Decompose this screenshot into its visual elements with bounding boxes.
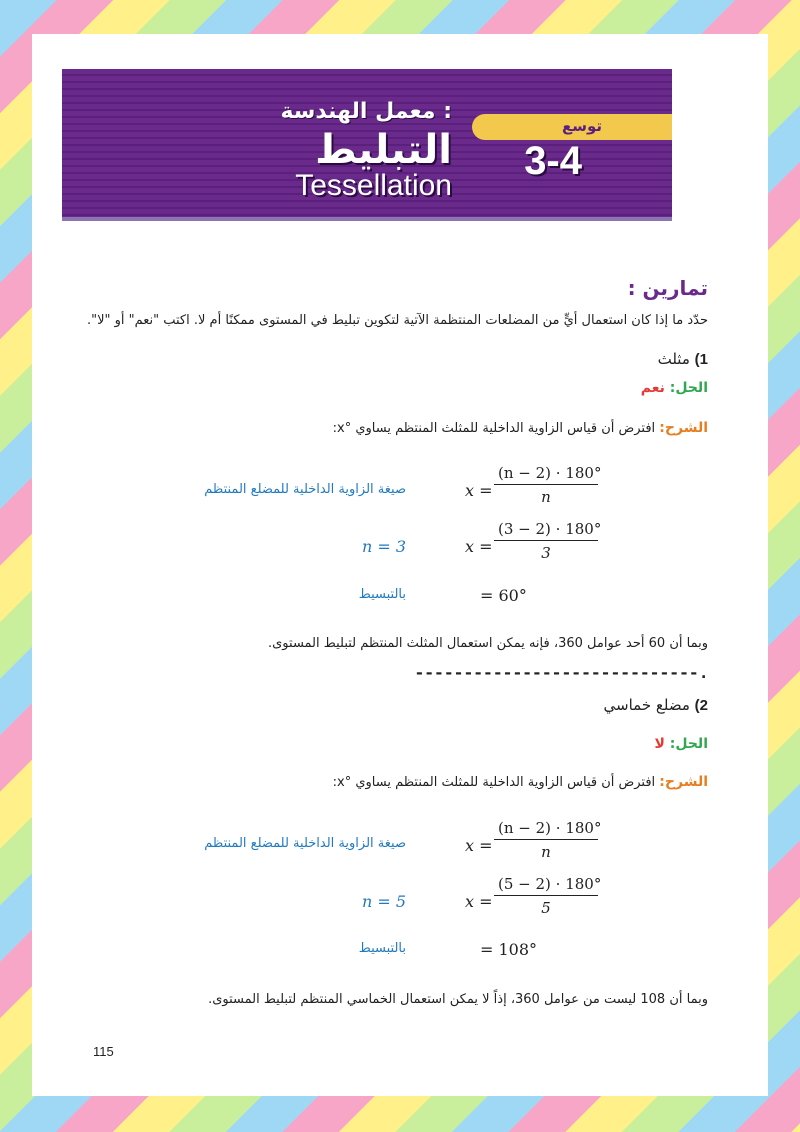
- problem-1-explanation-text: افترض أن قياس الزاوية الداخلية للمثلث المنتظم يساوي °x:: [332, 421, 656, 436]
- problem-2-result: = 108°: [480, 940, 538, 959]
- problem-2-explanation-text: افترض أن قياس الزاوية الداخلية للمثلث المنتظم يساوي °x:: [332, 775, 656, 790]
- problem-2-title: [604, 696, 708, 714]
- formula-denominator: n: [541, 843, 551, 861]
- formula-note: صيغة الزاوية الداخلية للمضلع المنتظم: [204, 836, 406, 851]
- n-value: n = 5: [362, 892, 407, 911]
- formula-numerator: (n − 2) · 180°: [494, 464, 598, 485]
- problem-1-conclusion: وبما أن 60 أحد عوامل 360، فإنه يمكن استعمال المثلث المنتظم لتبليط المستوى.: [268, 636, 708, 651]
- problem-2-shape: مضلع خماسي: [603, 696, 690, 714]
- problem-2-number: 2): [694, 697, 708, 714]
- problem-1-solution: [641, 380, 708, 396]
- lab-title: معمل الهندسة :: [280, 99, 452, 124]
- simplify-note: بالتبسيط: [358, 587, 406, 602]
- problem-1-explanation: [333, 420, 708, 436]
- problem-1-shape: مثلث: [657, 350, 690, 368]
- instructions: حدّد ما إذا كان استعمال أيٍّ من المضلعات المنتظمة الآتية لتكوين تبليط في المستوى ممكنًا أم لا. اكتب "نعم" أو "لا".: [86, 313, 708, 328]
- formula-denominator: n: [541, 488, 551, 506]
- substitution-denominator: 3: [541, 544, 551, 562]
- extension-tag-label: توسع: [561, 117, 602, 135]
- problem-1-result: = 60°: [480, 586, 527, 605]
- exercises-heading: تمارين :: [627, 276, 708, 300]
- english-title: Tessellation: [295, 169, 452, 202]
- substitution-denominator: 5: [541, 899, 551, 917]
- solution-label: الحل:: [669, 736, 708, 752]
- solution-label: الحل:: [669, 380, 708, 396]
- formula-fraction: [494, 464, 602, 506]
- problem-2-explanation: [333, 774, 708, 790]
- formula-lhs: x =: [465, 481, 493, 500]
- formula-lhs: x =: [465, 836, 493, 855]
- problem-2-answer: لا: [654, 736, 665, 752]
- problem-2-conclusion: وبما أن 108 ليست من عوامل 360، إذاً لا يمكن استعمال الخماسي المنتظم لتبليط المستوى.: [208, 992, 708, 1007]
- problem-1-number: 1): [694, 351, 708, 368]
- lesson-banner: [62, 69, 672, 221]
- lesson-number: 3-4: [524, 139, 582, 183]
- simplify-note: بالتبسيط: [358, 941, 406, 956]
- substitution-numerator: (3 − 2) · 180°: [494, 520, 598, 541]
- extension-tag: [472, 114, 672, 140]
- substitution-lhs: x =: [465, 892, 493, 911]
- arabic-title: التبليط: [315, 127, 452, 173]
- substitution-lhs: x =: [465, 537, 493, 556]
- problem-2-solution: [654, 736, 708, 752]
- n-value: n = 3: [362, 537, 407, 556]
- substitution-fraction: [494, 520, 602, 562]
- problem-1-answer: نعم: [640, 380, 665, 396]
- page-number: 115: [93, 1044, 114, 1059]
- formula-numerator: (n − 2) · 180°: [494, 819, 598, 840]
- explanation-label: الشرح:: [659, 774, 708, 790]
- formula-note: صيغة الزاوية الداخلية للمضلع المنتظم: [204, 482, 406, 497]
- formula-fraction: [494, 819, 602, 861]
- section-divider: -----------------------------.: [413, 664, 708, 684]
- substitution-numerator: (5 − 2) · 180°: [494, 875, 598, 896]
- explanation-label: الشرح:: [659, 420, 708, 436]
- substitution-fraction: [494, 875, 602, 917]
- problem-1-title: [658, 350, 708, 368]
